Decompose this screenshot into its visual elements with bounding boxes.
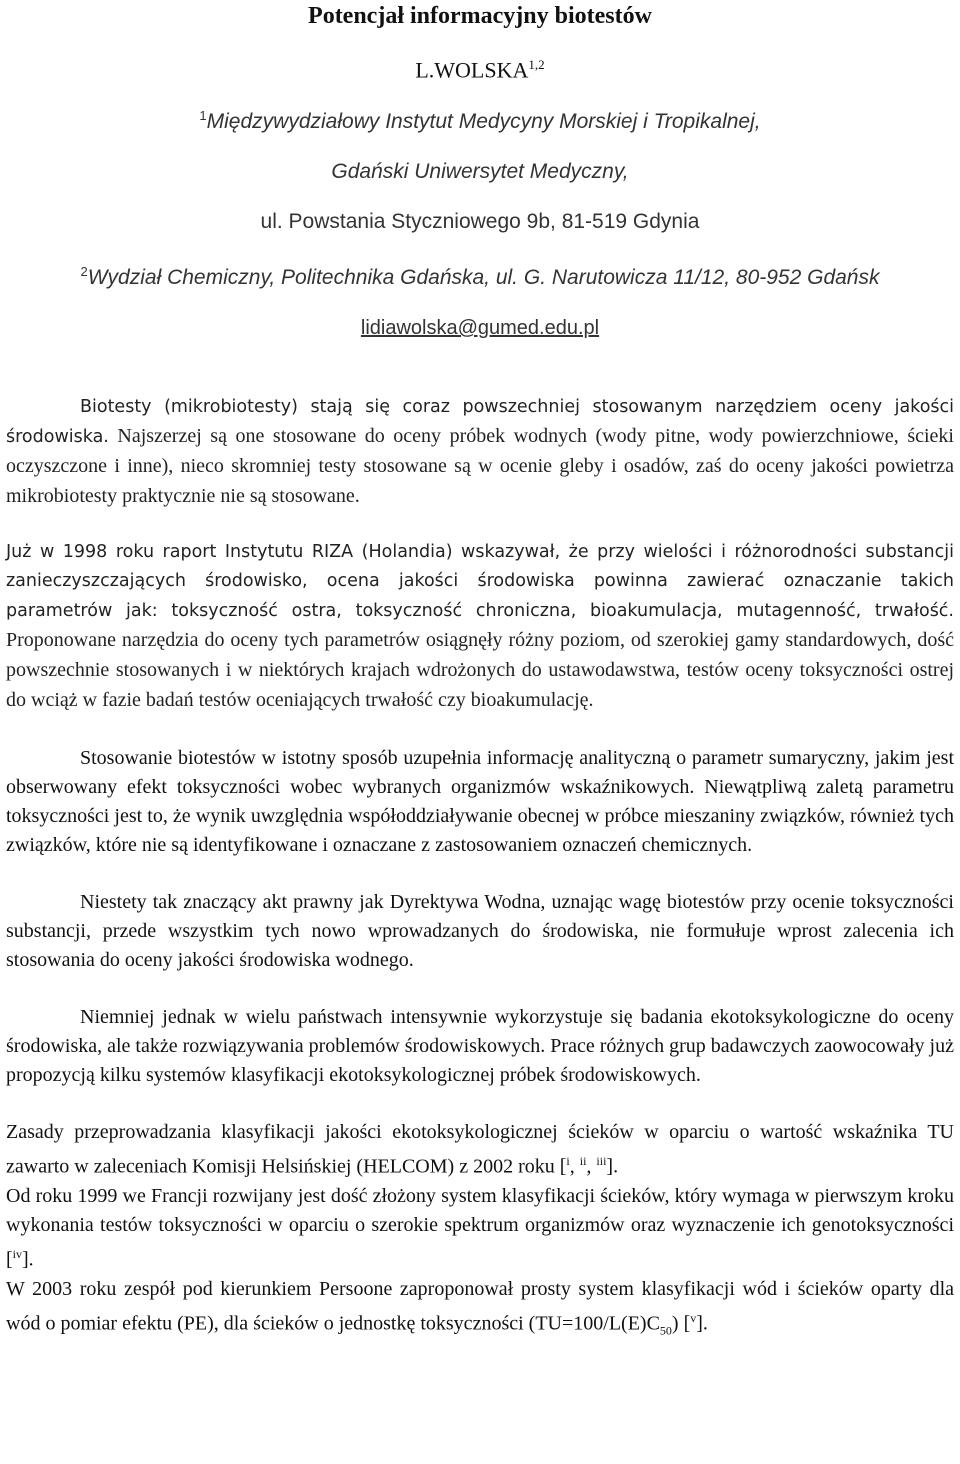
subscript-50: 50 bbox=[659, 1323, 672, 1338]
paragraph-1-serif-part: Najszerzej są one stosowane do oceny próbek wodnych (wody pitne, wody powierzchniowe, ścieki oczyszczone i inne), nieco skromniej testy stosowane są w ocenie gleby i osadów, zaś do oceny jakości powietrza mikrobiotesty praktycznie nie są stosowane. bbox=[6, 425, 954, 508]
author-line bbox=[6, 52, 954, 83]
reference-iv: iv bbox=[12, 1246, 23, 1261]
document-page bbox=[6, 0, 954, 1345]
affiliation-1-line-1 bbox=[6, 103, 954, 135]
paragraph-8-text: W 2003 roku zespół pod kierunkiem Persoone zaproponował prosty system klasyfikacji wód i ścieków oparty dla wód o pomiar efektu (PE), dla ścieków o jednostkę toksyczności (TU=100/L(E)C bbox=[6, 1277, 954, 1335]
paragraph-2-serif-part: Proponowane narzędzia do oceny tych parametrów osiągnęły różny poziom, od szerokiej gamy standardowych, dość powszechnie stosowanych i w niektórych krajach wdrożonych do ustawodawstwa, testów oceny toksyczności ostrej do wciąż w fazie badań testów oceniających trwałość czy bioakumulację. bbox=[6, 629, 954, 712]
paper-title: Potencjał informacyjny biotestów bbox=[308, 3, 652, 29]
affiliation-1-sup: 1 bbox=[199, 108, 207, 124]
reference-close: ]. bbox=[22, 1248, 34, 1271]
paragraph-5: Niemniej jednak w wielu państwach intensywnie wykorzystuje się badania ekotoksykologiczne do oceny środowiska, ale także rozwiązywania problemów środowiskowych. Prace różnych grup badawczych zaowocowały już propozycją kilku systemów klasyfikacji ekotoksykologicznej próbek środowiskowych. bbox=[6, 1006, 954, 1087]
reference-ii: ii bbox=[579, 1154, 587, 1169]
reference-i: i bbox=[566, 1154, 570, 1169]
reference-v: v bbox=[690, 1310, 697, 1325]
reference-close: ]. bbox=[696, 1312, 708, 1335]
reference-separator: , bbox=[569, 1155, 580, 1178]
paragraph-6 bbox=[6, 1118, 954, 1182]
paragraph-1 bbox=[6, 393, 954, 512]
paragraph-4: Niestety tak znaczący akt prawny jak Dyrektywa Wodna, uznając wagę biotestów przy ocenie toksyczności substancji, przede wszystkim tych nowo wprowadzanych do środowiska, nie formułuje wprost zalecenia ich stosowania do oceny jakości środowiska wodnego. bbox=[6, 891, 954, 972]
affiliation-1-line-2: Gdański Uniwersytet Medyczny, bbox=[331, 160, 629, 184]
author-name: L.WOLSKA bbox=[415, 57, 529, 83]
paragraph-8-mid: ) [ bbox=[671, 1312, 691, 1335]
author-email-link[interactable]: lidiawolska@gumed.edu.pl bbox=[360, 317, 600, 340]
paragraph-2-sans-part: Już w 1998 roku raport Instytutu RIZA (Holandia) wskazywał, że przy wielości i różnorodności substancji zanieczyszczających środowisko, ocena jakości środowiska powinna zawierać oznaczanie takich parametrów jak: toksyczność ostra, toksyczność chroniczna, bioakumulacja, mutagenność, trwałość. bbox=[6, 542, 954, 622]
paragraph-8 bbox=[6, 1275, 954, 1346]
reference-iii: iii bbox=[596, 1154, 607, 1169]
paragraph-3: Stosowanie biotestów w istotny sposób uzupełnia informację analityczną o parametr sumaryczny, jakim jest obserwowany efekt toksyczności wobec wybranych organizmów wskaźnikowych. Niewątpliwą zaletą parametru toksyczności jest to, że wynik uwzględnia współoddziaływanie obecnej w próbce mieszaniny związków, również tych związków, które nie są identyfikowane i oznaczane z zastosowaniem oznaczeń chemicznych. bbox=[6, 747, 954, 857]
paragraph-6-text: Zasady przeprowadzania klasyfikacji jakości ekotoksykologicznej ścieków w oparciu o wartość wskaźnika TU zawarto w zaleceniach Komisji Helsińskiej (HELCOM) z 2002 roku [ bbox=[6, 1121, 954, 1178]
affiliation-2-sup: 2 bbox=[80, 264, 88, 280]
reference-close: ]. bbox=[606, 1155, 619, 1178]
paragraph-1-sans-part: Biotesty (mikrobiotesty) stają się coraz powszechniej stosowanym narzędziem oceny jakości środowiska. bbox=[6, 397, 954, 448]
reference-separator: , bbox=[586, 1155, 597, 1178]
paragraph-7-text: Od roku 1999 we Francji rozwijany jest dość złożony system klasyfikacji ścieków, który wymaga w pierwszym kroku wykonania testów toksyczności w oparciu o szerokie spektrum organizmów oraz wyznaczenie ich genotoksyczności [ bbox=[6, 1184, 954, 1271]
paragraph-7 bbox=[6, 1182, 954, 1275]
affiliation-1-address: ul. Powstania Styczniowego 9b, 81-519 Gdynia bbox=[260, 210, 700, 234]
affiliation-1-name: Międzywydziałowy Instytut Medycyny Morskiej i Tropikalnej, bbox=[206, 110, 761, 134]
affiliation-2-line bbox=[6, 259, 954, 291]
affiliation-2-name: Wydział Chemiczny, Politechnika Gdańska, ul. G. Narutowicza 11/12, 80-952 Gdańsk bbox=[87, 266, 880, 290]
paragraph-2 bbox=[6, 538, 954, 716]
author-affiliation-sup: 1,2 bbox=[528, 57, 545, 72]
